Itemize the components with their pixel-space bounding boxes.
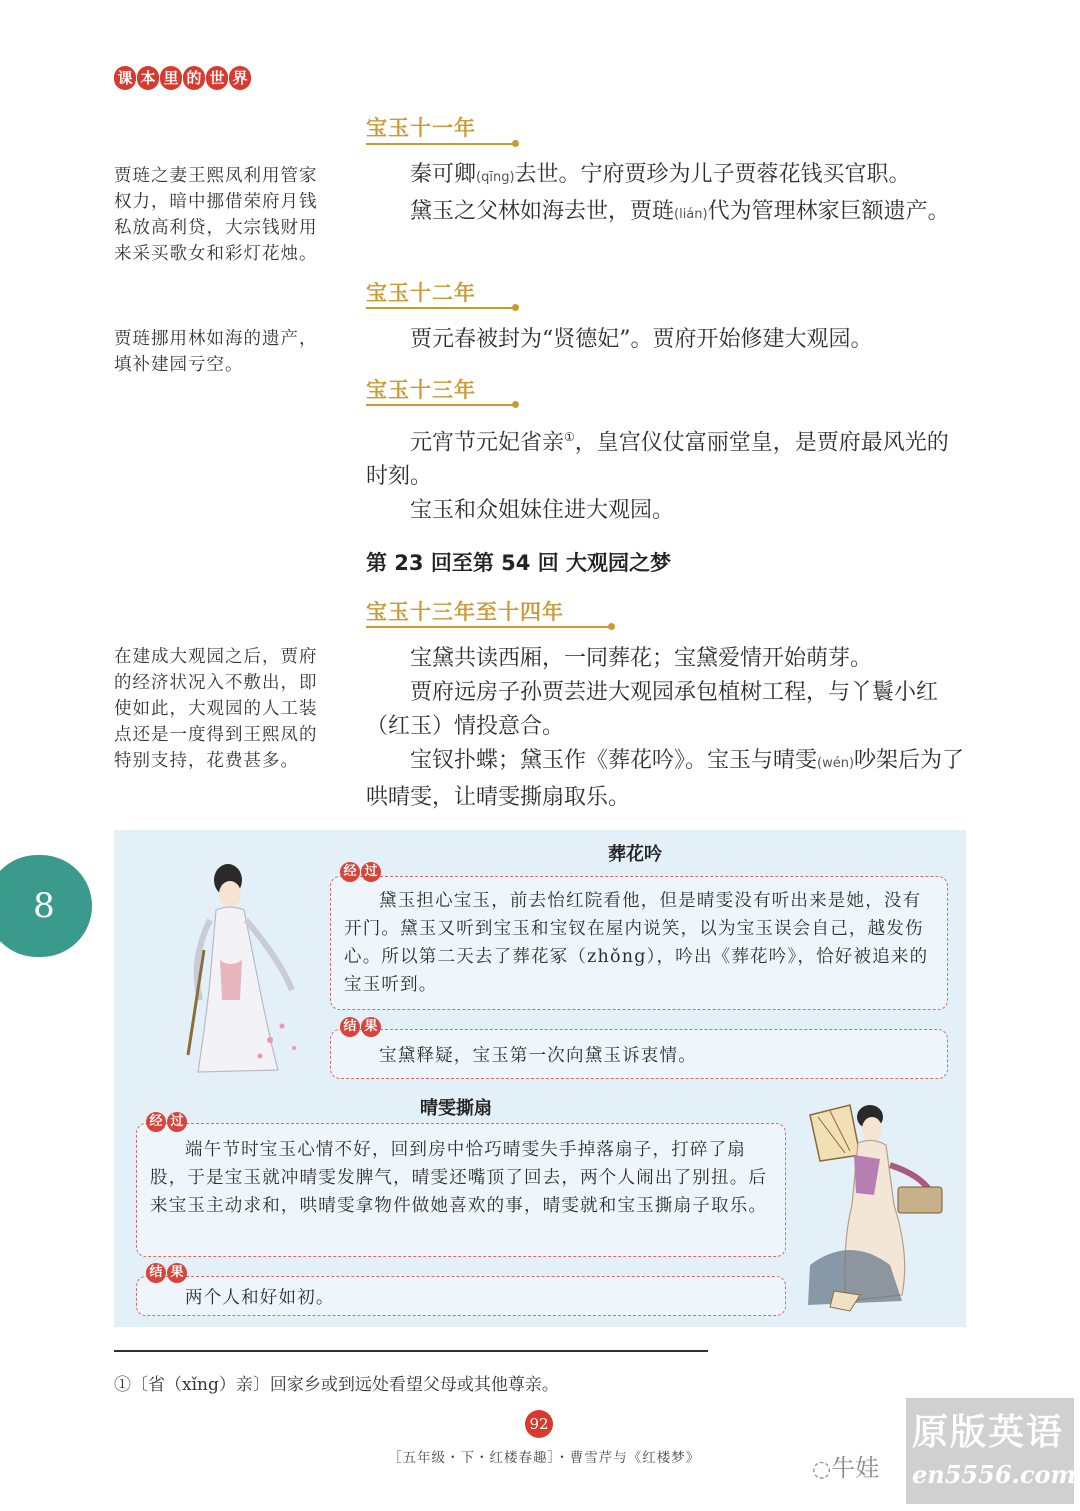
- running-footer: ［五年级・下・红楼春趣］・曹雪芹与《红楼梦》: [388, 1450, 701, 1466]
- story-result-text: 宝黛释疑，宝玉第一次向黛玉诉衷情。: [379, 1046, 697, 1066]
- heading-rule-dot: [512, 304, 519, 311]
- heading-rule: [366, 307, 514, 309]
- watermark-url: en5556.com: [912, 1460, 1076, 1489]
- section-body-y11: 秦可卿(qīng)去世。宁府贾珍为儿子贾蓉花钱买官职。 黛玉之父林如海去世，贾琏(lián)代为管理林家巨额遗产。: [410, 162, 950, 224]
- side-note: 在建成大观园之后，贾府的经济状况入不敷出，即使如此，大观园的人工装点还是一度得到王熙凤的特别支持，花费甚多。: [114, 647, 318, 771]
- heading-rule: [366, 143, 514, 145]
- series-char: 里: [160, 66, 182, 90]
- side-note: 贾琏之妻王熙凤利用管家权力，暗中挪借荣府月钱私放高利贷，大宗钱财用来采买歌女和彩灯花烛。: [114, 166, 318, 264]
- wechat-watermark: ◌牛娃: [812, 1454, 880, 1482]
- footnote: ①〔省（xǐng）亲〕回家乡或到远处看望父母或其他尊亲。: [114, 1375, 559, 1395]
- page-number: 92: [525, 1410, 553, 1438]
- story-title: 葬花吟: [608, 844, 662, 865]
- section-heading-y11: 宝玉十一年: [366, 116, 476, 140]
- watermark-title: 原版英语: [912, 1412, 1065, 1453]
- result-tag: 结 果: [146, 1263, 187, 1283]
- process-tag: 经 过: [340, 862, 381, 882]
- side-note: 贾琏挪用林如海的遗产，填补建园亏空。: [114, 329, 318, 375]
- chapter-heading: 第 23 回至第 54 回 大观园之梦: [366, 551, 672, 575]
- section-heading-y12: 宝玉十二年: [366, 281, 476, 305]
- qingwen-illustration: [790, 1095, 960, 1317]
- footnote-divider: [114, 1350, 708, 1352]
- series-char: 本: [137, 66, 159, 90]
- section-body-y13: 元宵节元妃省亲①，皇宫仪仗富丽堂皇，是贾府最风光的时刻。 宝玉和众姐妹住进大观园。: [366, 430, 949, 524]
- series-char: 界: [229, 66, 251, 90]
- section-heading-y13: 宝玉十三年: [366, 378, 476, 402]
- daiyu-illustration: [170, 850, 320, 1082]
- story-title: 晴雯撕扇: [420, 1098, 492, 1119]
- story-result-text: 两个人和好如初。: [185, 1288, 335, 1308]
- heading-rule-dot: [512, 140, 519, 147]
- series-badge: [114, 66, 251, 90]
- section-body-y12: 贾元春被封为“贤德妃”。贾府开始修建大观园。: [410, 327, 873, 352]
- series-char: 课: [114, 66, 136, 90]
- story-process-text: 端午节时宝玉心情不好，回到房中恰巧晴雯失手掉落扇子，打碎了扇股，于是宝玉就冲晴雯发脾气，晴雯还嘴顶了回去，两个人闹出了别扭。后来宝玉主动求和，哄晴雯拿物件做她喜欢的事，晴雯就和宝玉撕扇子取乐。: [150, 1140, 768, 1216]
- heading-rule-dot: [608, 623, 615, 630]
- process-tag: 经 过: [146, 1112, 187, 1132]
- section-body-y13-14: 宝黛共读西厢，一同葬花；宝黛爱情开始萌芽。 贾府远房子孙贾芸进大观园承包植树工程，与丫鬟小红（红玉）情投意合。 宝钗扑蝶；黛玉作《葬花吟》。宝玉与晴雯(wén)吵架后为了哄晴雯，让晴雯撕扇取乐。: [366, 646, 965, 810]
- section-heading-y13-14: 宝玉十三年至十四年: [366, 600, 564, 624]
- heading-rule-dot: [512, 401, 519, 408]
- series-char: 世: [206, 66, 228, 90]
- heading-rule: [366, 404, 514, 406]
- story-process-text: 黛玉担心宝玉，前去怡红院看他，但是晴雯没有听出来是她，没有开门。黛玉又听到宝玉和宝钗在屋内说笑，以为宝玉误会自己，越发伤心。所以第二天去了葬花冢（zhǒng），吟出《葬花吟》，恰好被追来的宝玉听到。: [344, 891, 929, 995]
- wechat-icon: ◌: [812, 1457, 832, 1482]
- chapter-tab: 8: [0, 855, 92, 957]
- series-char: 的: [183, 66, 205, 90]
- heading-rule: [366, 626, 610, 628]
- result-tag: 结 果: [340, 1017, 381, 1037]
